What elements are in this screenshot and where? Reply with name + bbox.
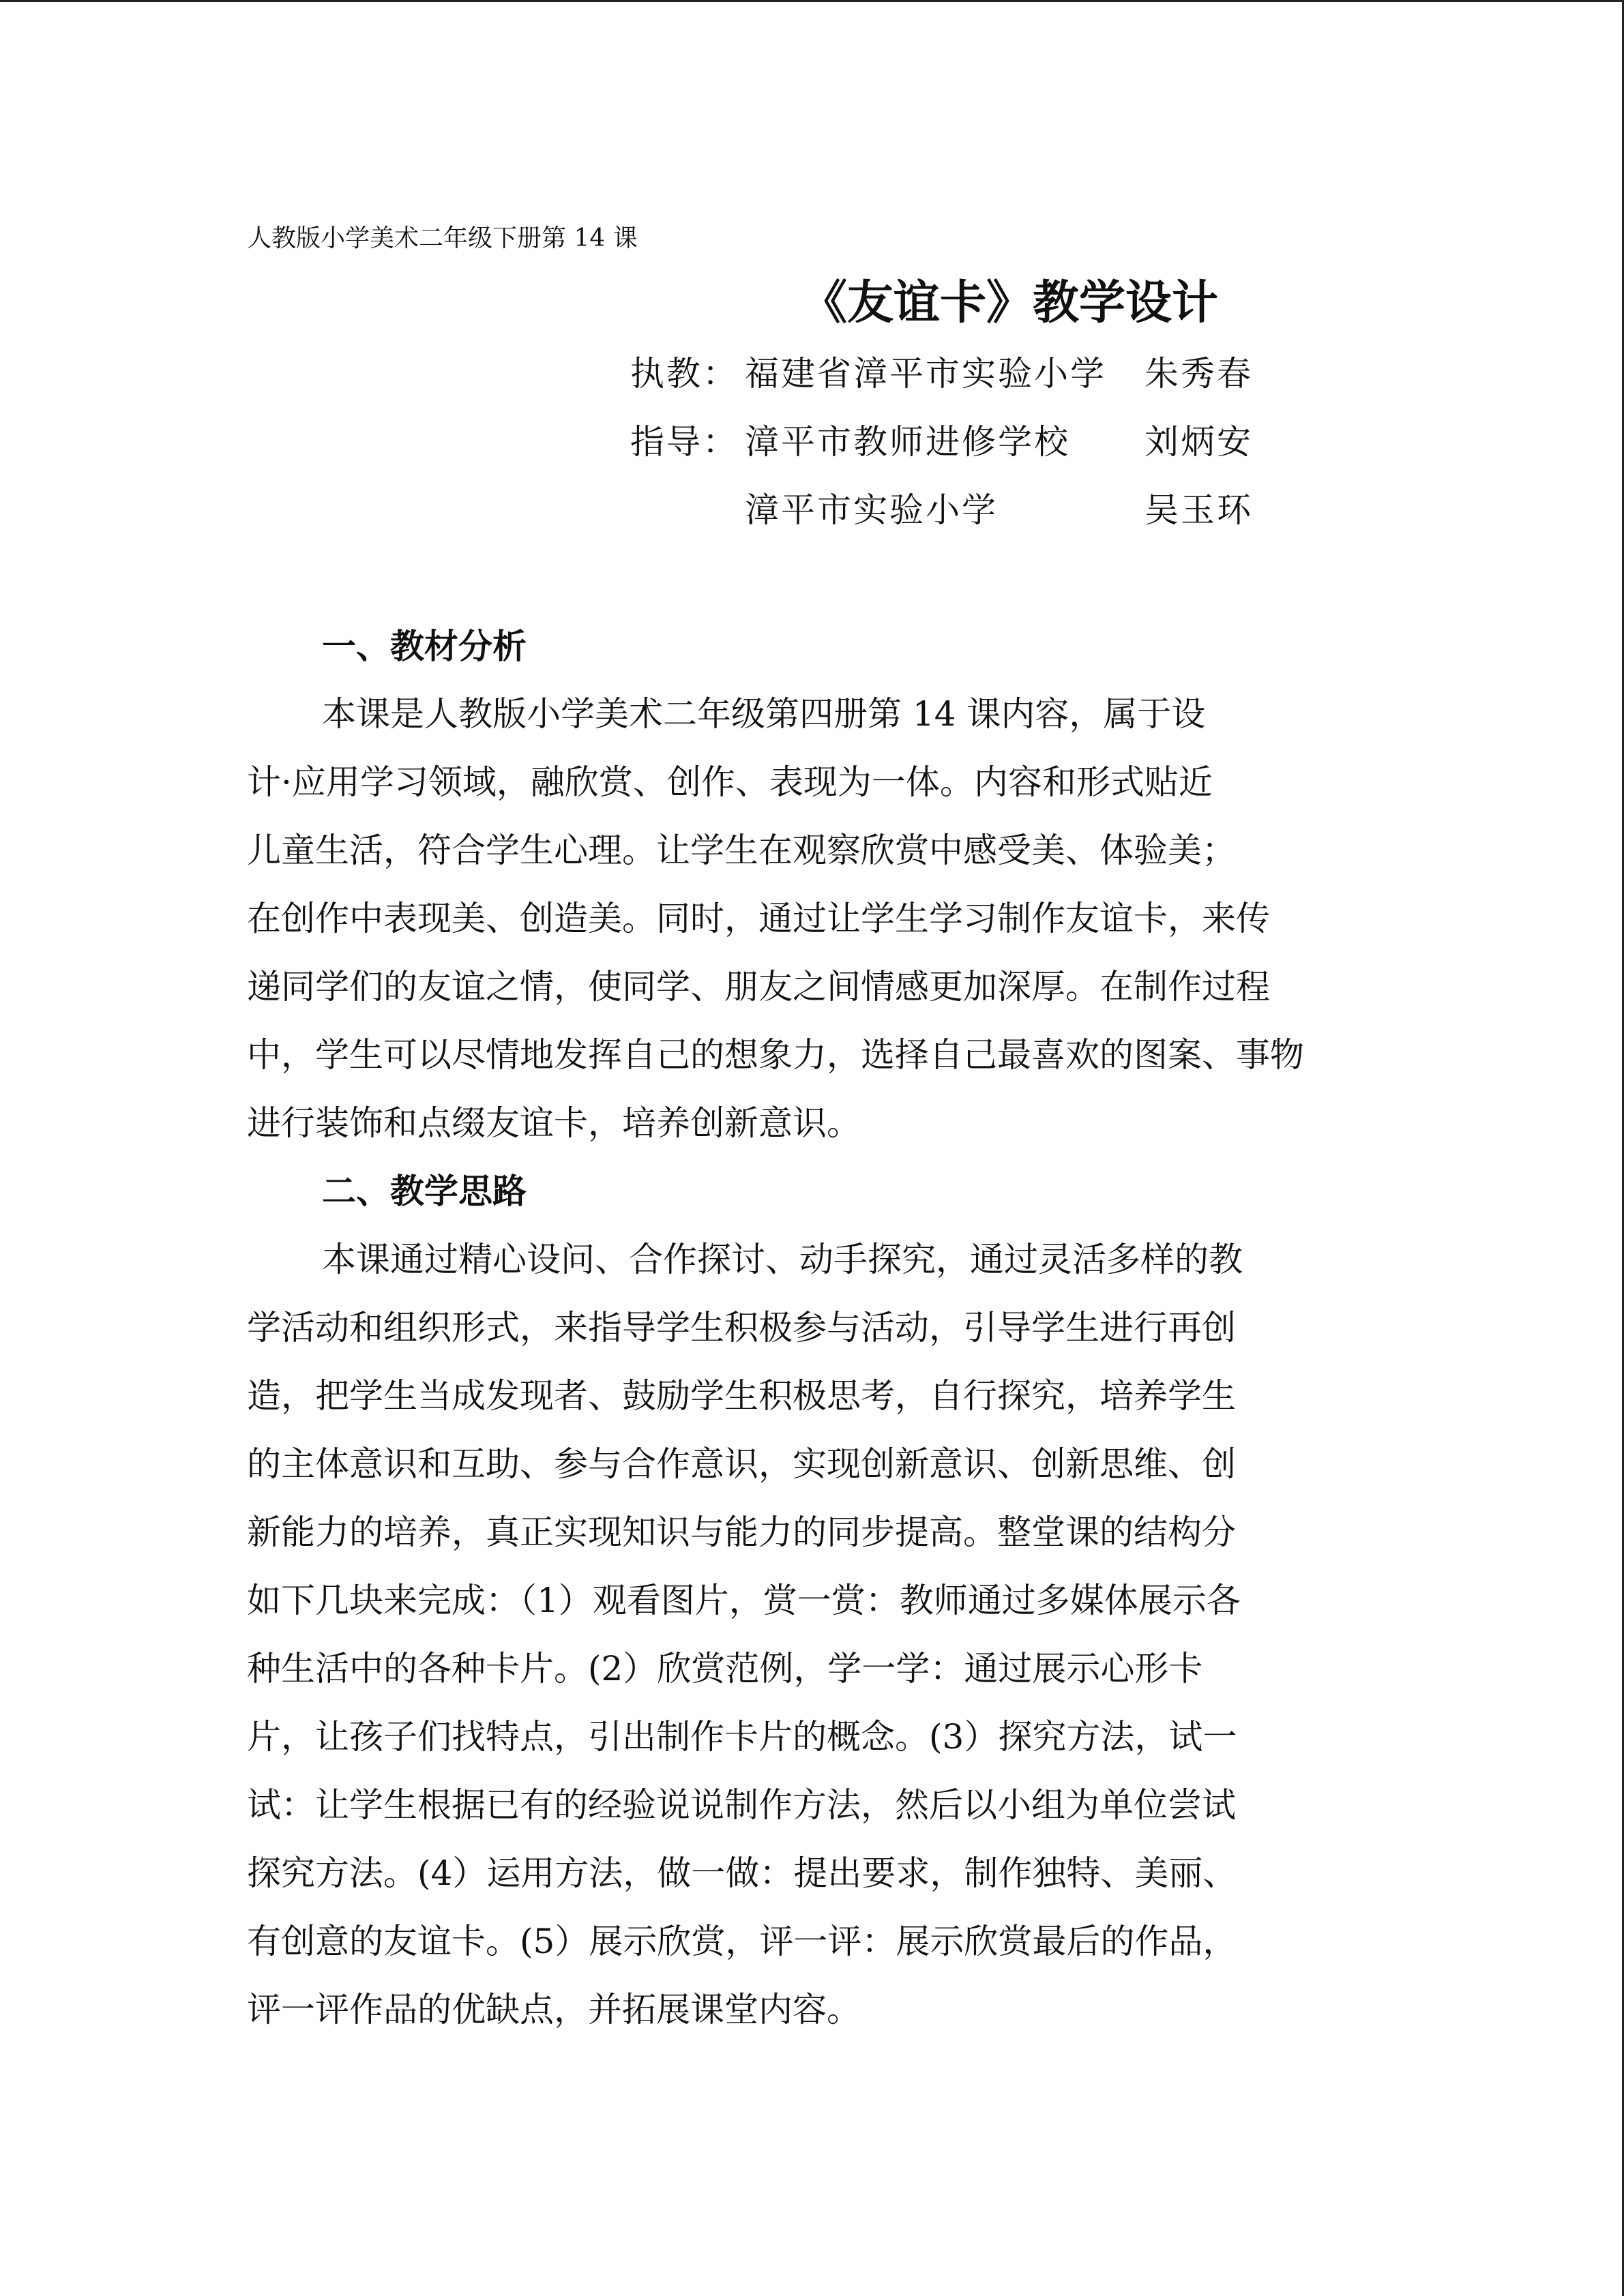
teaching-person: 朱秀春: [1145, 354, 1253, 393]
page-border-top: [0, 0, 1624, 2]
section-2-line: 造，把学生当成发现者、鼓励学生积极思考，自行探究，培养学生: [247, 1376, 1236, 1416]
section-2-line: 有创意的友谊卡。(5）展示欣赏，评一评：展示欣赏最后的作品，: [247, 1922, 1237, 1961]
section-1-heading: 一、教材分析: [322, 627, 527, 666]
section-2-line: 的主体意识和互助、参与合作意识，实现创新意识、创新思维、创: [247, 1444, 1236, 1484]
section-2-line: 探究方法。(4）运用方法，做一做：提出要求，制作独特、美丽、: [247, 1853, 1237, 1893]
section-2-line: 学活动和组织形式，来指导学生积极参与活动，引导学生进行再创: [247, 1308, 1236, 1347]
page-title: 《友谊卡》教学设计: [800, 276, 1218, 330]
teaching-role-label: 执教：: [630, 354, 739, 393]
section-1-line: 递同学们的友谊之情，使同学、朋友之间情感更加深厚。在制作过程: [247, 967, 1270, 1007]
section-2-line: 试：让学生根据已有的经验说说制作方法，然后以小组为单位尝试: [247, 1785, 1236, 1825]
section-1-line: 本课是人教版小学美术二年级第四册第 14 课内容，属于设: [322, 694, 1206, 734]
teaching-org: 福建省漳平市实验小学: [745, 354, 1106, 393]
section-2-line: 种生活中的各种卡片。(2）欣赏范例，学一学：通过展示心形卡: [247, 1649, 1203, 1688]
section-2-line: 如下几块来完成：（1）观看图片，赏一赏：教师通过多媒体展示各: [247, 1581, 1241, 1620]
section-1-line: 中，学生可以尽情地发挥自己的想象力，选择自己最喜欢的图案、事物: [247, 1035, 1304, 1075]
section-1-line: 计·应用学习领域，融欣赏、创作、表现为一体。内容和形式贴近: [247, 762, 1213, 802]
guidance-role-label: 指导：: [630, 422, 739, 462]
section-1-line: 进行装饰和点缀友谊卡，培养创新意识。: [247, 1103, 861, 1143]
section-2-line: 本课通过精心设问、合作探讨、动手探究，通过灵活多样的教: [322, 1240, 1243, 1279]
guidance-person-1: 刘炳安: [1145, 422, 1253, 462]
section-2-line: 片，让孩子们找特点，引出制作卡片的概念。(3）探究方法，试一: [247, 1717, 1237, 1757]
guidance-person-2: 吴玉环: [1145, 490, 1253, 530]
course-label: 人教版小学美术二年级下册第 14 课: [247, 224, 638, 252]
section-1-line: 儿童生活，符合学生心理。让学生在观察欣赏中感受美、体验美；: [247, 831, 1236, 870]
guidance-org-2: 漳平市实验小学: [745, 490, 998, 530]
guidance-org-1: 漳平市教师进修学校: [745, 422, 1070, 462]
section-2-line: 评一评作品的优缺点，并拓展课堂内容。: [247, 1990, 861, 2029]
section-2-heading: 二、教学思路: [322, 1172, 527, 1211]
section-2-line: 新能力的培养，真正实现知识与能力的同步提高。整堂课的结构分: [247, 1512, 1236, 1552]
section-1-line: 在创作中表现美、创造美。同时，通过让学生学习制作友谊卡，来传: [247, 899, 1270, 938]
